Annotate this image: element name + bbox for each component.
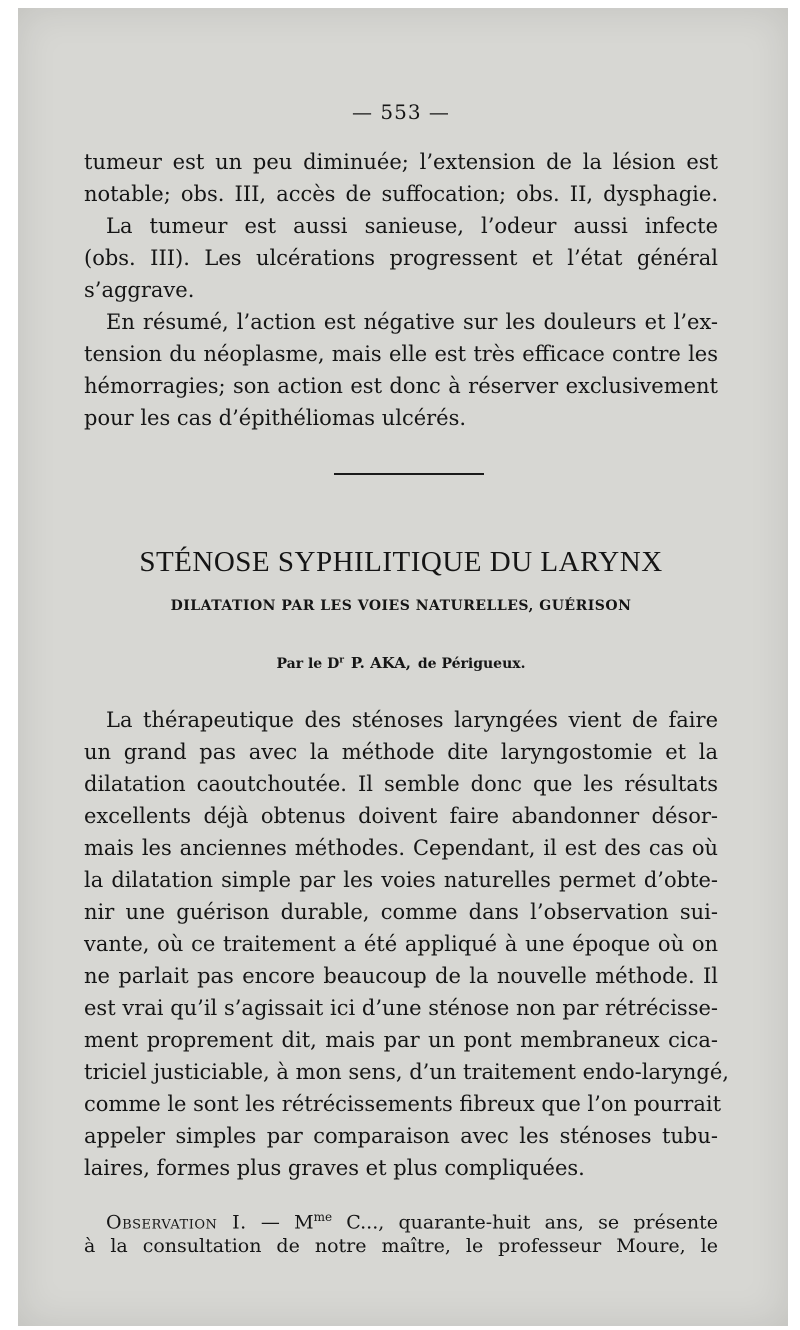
text-line: vante, où ce traitement a été appliqué à une époque où on [84, 932, 718, 956]
text-line: appeler simples par comparaison avec les sténoses tubu- [84, 1124, 718, 1148]
text-line: (obs. III). Les ulcérations progressent et l’état général [84, 246, 718, 270]
text-line: La thérapeutique des sténoses laryngées vient de faire [106, 708, 718, 732]
page-number: — 553 — [352, 100, 450, 124]
article-subtitle: DILATATION PAR LES VOIES NATURELLES, GUÉRISON [170, 598, 632, 614]
observation-line-rest: C..., quarante-huit ans, se présente [332, 1211, 718, 1234]
byline-author: P. AKA, [350, 654, 412, 672]
text-line: ment proprement dit, mais par un pont membraneux cica- [84, 1028, 718, 1052]
text-line: ne parlait pas encore beaucoup de la nouvelle méthode. Il [84, 964, 718, 988]
text-line: la dilatation simple par les voies naturelles permet d’obte- [84, 868, 718, 892]
text-line: pour les cas d’épithéliomas ulcérés. [84, 406, 467, 430]
text-line: un grand pas avec la méthode dite laryngostomie et la [84, 740, 718, 764]
text-line: est vrai qu’il s’agissait ici d’une sténose non par rétrécisse- [84, 996, 718, 1020]
text-line: triciel justiciable, à mon sens, d’un traitement endo-laryngé, [84, 1060, 729, 1084]
observation-dash: — [246, 1211, 295, 1234]
text-line: La tumeur est aussi sanieuse, l’odeur aussi infecte [106, 214, 718, 238]
observation-line: à la consultation de notre maître, le professeur Moure, le [84, 1235, 718, 1257]
text-line: En résumé, l’action est négative sur les douleurs et l’ex- [106, 310, 718, 334]
text-line: tumeur est un peu diminuée; l’extension de la lésion est [84, 150, 718, 174]
text-line: excellents déjà obtenus doivent faire abandonner désor- [84, 804, 718, 828]
book-page [18, 8, 788, 1326]
article-title: STÉNOSE SYPHILITIQUE DU LARYNX [139, 546, 663, 578]
byline-prefix: Par le D [276, 656, 340, 672]
text-line: tension du néoplasme, mais elle est très efficace contre les [84, 342, 718, 366]
text-line: s’aggrave. [84, 278, 195, 302]
observation-title-prefix: M [294, 1211, 314, 1234]
observation-label: Observation I. [106, 1211, 247, 1234]
text-line: notable; obs. III, accès de suffocation; obs. II, dysphagie. [84, 182, 718, 206]
text-line: hémorragies; son action est donc à réserver exclusivement [84, 374, 718, 398]
observation-title-sup: me [313, 1210, 333, 1224]
text-line: nir une guérison durable, comme dans l’observation sui- [84, 900, 718, 924]
section-divider [334, 473, 484, 475]
text-line: mais les anciennes méthodes. Cependant, il est des cas où [84, 836, 718, 860]
byline-location: de Périgueux. [417, 656, 526, 672]
text-line: laires, formes plus graves et plus compliquées. [84, 1156, 585, 1180]
text-line: comme le sont les rétrécissements fibreux que l’on pourrait [84, 1092, 722, 1116]
article-byline [84, 654, 718, 672]
scan-margin [0, 0, 18, 1330]
byline-prefix-sup: r [339, 655, 344, 666]
text-line: dilatation caoutchoutée. Il semble donc que les résultats [84, 772, 718, 796]
